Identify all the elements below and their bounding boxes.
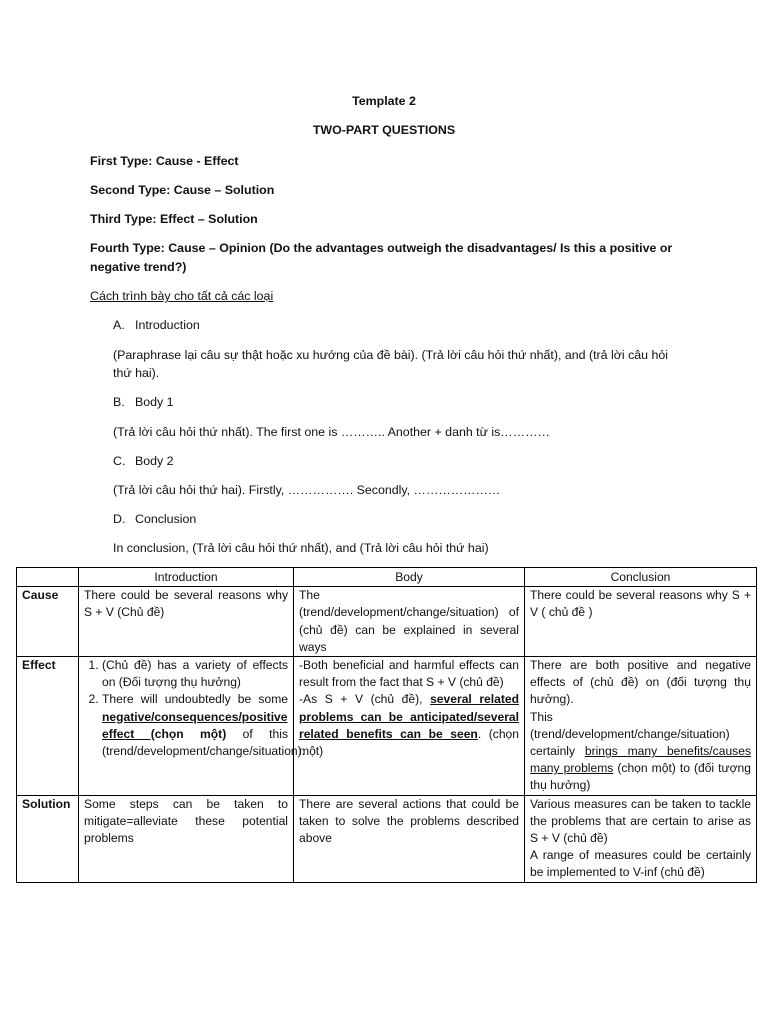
table-row-effect <box>17 657 757 796</box>
solution-introduction: Some steps can be taken to mitigate=alleviate these potential problems <box>79 795 294 882</box>
effect-intro-item-2-choose: (chọn một) <box>150 726 227 741</box>
section-a-title: Introduction <box>135 318 200 332</box>
effect-intro-item-2-pre: There will undoubtedly be some <box>102 692 288 707</box>
effect-conc-line-3-pre: certainly <box>530 744 585 759</box>
type-2: Second Type: Cause – Solution <box>90 183 275 197</box>
effect-intro-item-2-post: of this (trend/development/change/situation). <box>102 726 306 759</box>
section-d-letter: D. <box>113 512 126 526</box>
header-body: Body <box>294 568 525 587</box>
effect-conclusion <box>525 657 757 796</box>
effect-body <box>294 657 525 796</box>
solution-conclusion <box>525 795 757 882</box>
section-c-heading <box>113 452 174 470</box>
section-c-letter: C. <box>113 454 126 468</box>
section-b-text: (Trả lời câu hỏi thứ nhất). The first one is ……….. Another + danh từ is………… <box>113 425 550 439</box>
effect-introduction <box>79 657 306 796</box>
cause-introduction: There could be several reasons why S + V (Chủ đề) <box>79 587 294 657</box>
effect-body-line-1: -Both beneficial and harmful effects can result from the fact that S + V (chủ đề) <box>299 658 519 690</box>
section-c-text: (Trả lời câu hỏi thứ hai). Firstly, ……………. Secondly, ………………… <box>113 483 501 497</box>
row-label-solution: Solution <box>17 795 79 882</box>
effect-body-line-2-post: . (chọn một) <box>299 726 519 759</box>
effect-conc-line-2: This (trend/development/change/situation) <box>530 709 730 741</box>
row-label-effect: Effect <box>17 657 79 796</box>
section-d-title: Conclusion <box>135 512 197 526</box>
section-a-heading <box>113 316 200 334</box>
effect-body-line-2-underlined: several related problems can be anticipated/several related benefits can be seen <box>299 692 519 741</box>
section-c-title: Body 2 <box>135 454 174 468</box>
effect-intro-item-1: 1. (Chủ đề) has a variety of effects on (Đối tượng thụ hưởng) <box>102 657 288 691</box>
solution-body: There are several actions that could be taken to solve the problems described above <box>294 795 525 882</box>
cause-body: The (trend/development/change/situation) of (chủ đề) can be explained in several ways <box>294 587 525 657</box>
section-b-title: Body 1 <box>135 395 174 409</box>
table-header-row <box>17 568 757 587</box>
table-row-solution <box>17 795 757 882</box>
type-3: Third Type: Effect – Solution <box>90 212 258 226</box>
header-introduction: Introduction <box>79 568 294 587</box>
effect-conc-line-3 <box>530 743 751 795</box>
effect-conc-line-1: There are both positive and negative effects of (chủ đề) on (đối tượng thụ hưởng). <box>530 658 751 707</box>
section-d-heading <box>113 510 196 528</box>
document-title: TWO-PART QUESTIONS <box>312 123 456 137</box>
template-title: Template 2 <box>352 94 416 108</box>
row-label-cause: Cause <box>17 587 79 657</box>
effect-intro-item-2 <box>102 691 306 760</box>
layout-heading: Cách trình bày cho tất cả các loại <box>90 289 274 303</box>
solution-conc-line-1: Various measures can be taken to tackle the problems that are certain to arise as S + V (chủ đề) <box>530 796 751 846</box>
section-b-heading <box>113 393 174 411</box>
header-conclusion: Conclusion <box>525 568 757 587</box>
section-a-text-2: thứ hai). <box>113 366 160 380</box>
type-1: First Type: Cause - Effect <box>90 154 239 168</box>
table-row-cause <box>17 587 757 657</box>
type-4-line-1: Fourth Type: Cause – Opinion (Do the advantages outweigh the disadvantages/ Is this a positive or <box>90 241 673 255</box>
effect-intro-list <box>84 657 306 760</box>
section-d-text: In conclusion, (Trả lời câu hỏi thứ nhất), and (Trả lời câu hỏi thứ hai) <box>113 541 489 555</box>
effect-conc-line-3-underlined: brings many benefits/causes many problems <box>530 744 751 776</box>
template-table <box>16 567 757 883</box>
effect-body-line-2-pre: -As S + V (chủ đề), <box>299 692 431 707</box>
effect-conc-line-3-post: (chọn một) to (đối tượng thụ hưởng) <box>530 761 751 793</box>
solution-conc-line-2: A range of measures could be certainly be implemented to V-inf (chủ đề) <box>530 848 751 880</box>
section-a-letter: A. <box>113 318 125 332</box>
effect-body-line-2 <box>299 691 519 760</box>
effect-intro-item-2-underlined: negative/consequences/positive effect <box>102 709 288 741</box>
section-a-text-1: (Paraphrase lại câu sự thật hoặc xu hướng của đề bài). (Trả lời câu hỏi thứ nhất), and (trả lời câu hỏi <box>113 348 669 362</box>
type-4-line-2: negative trend?) <box>90 260 187 274</box>
header-empty-cell <box>17 568 79 587</box>
section-b-letter: B. <box>113 395 125 409</box>
cause-conclusion: There could be several reasons why S + V ( chủ đề ) <box>525 587 757 657</box>
